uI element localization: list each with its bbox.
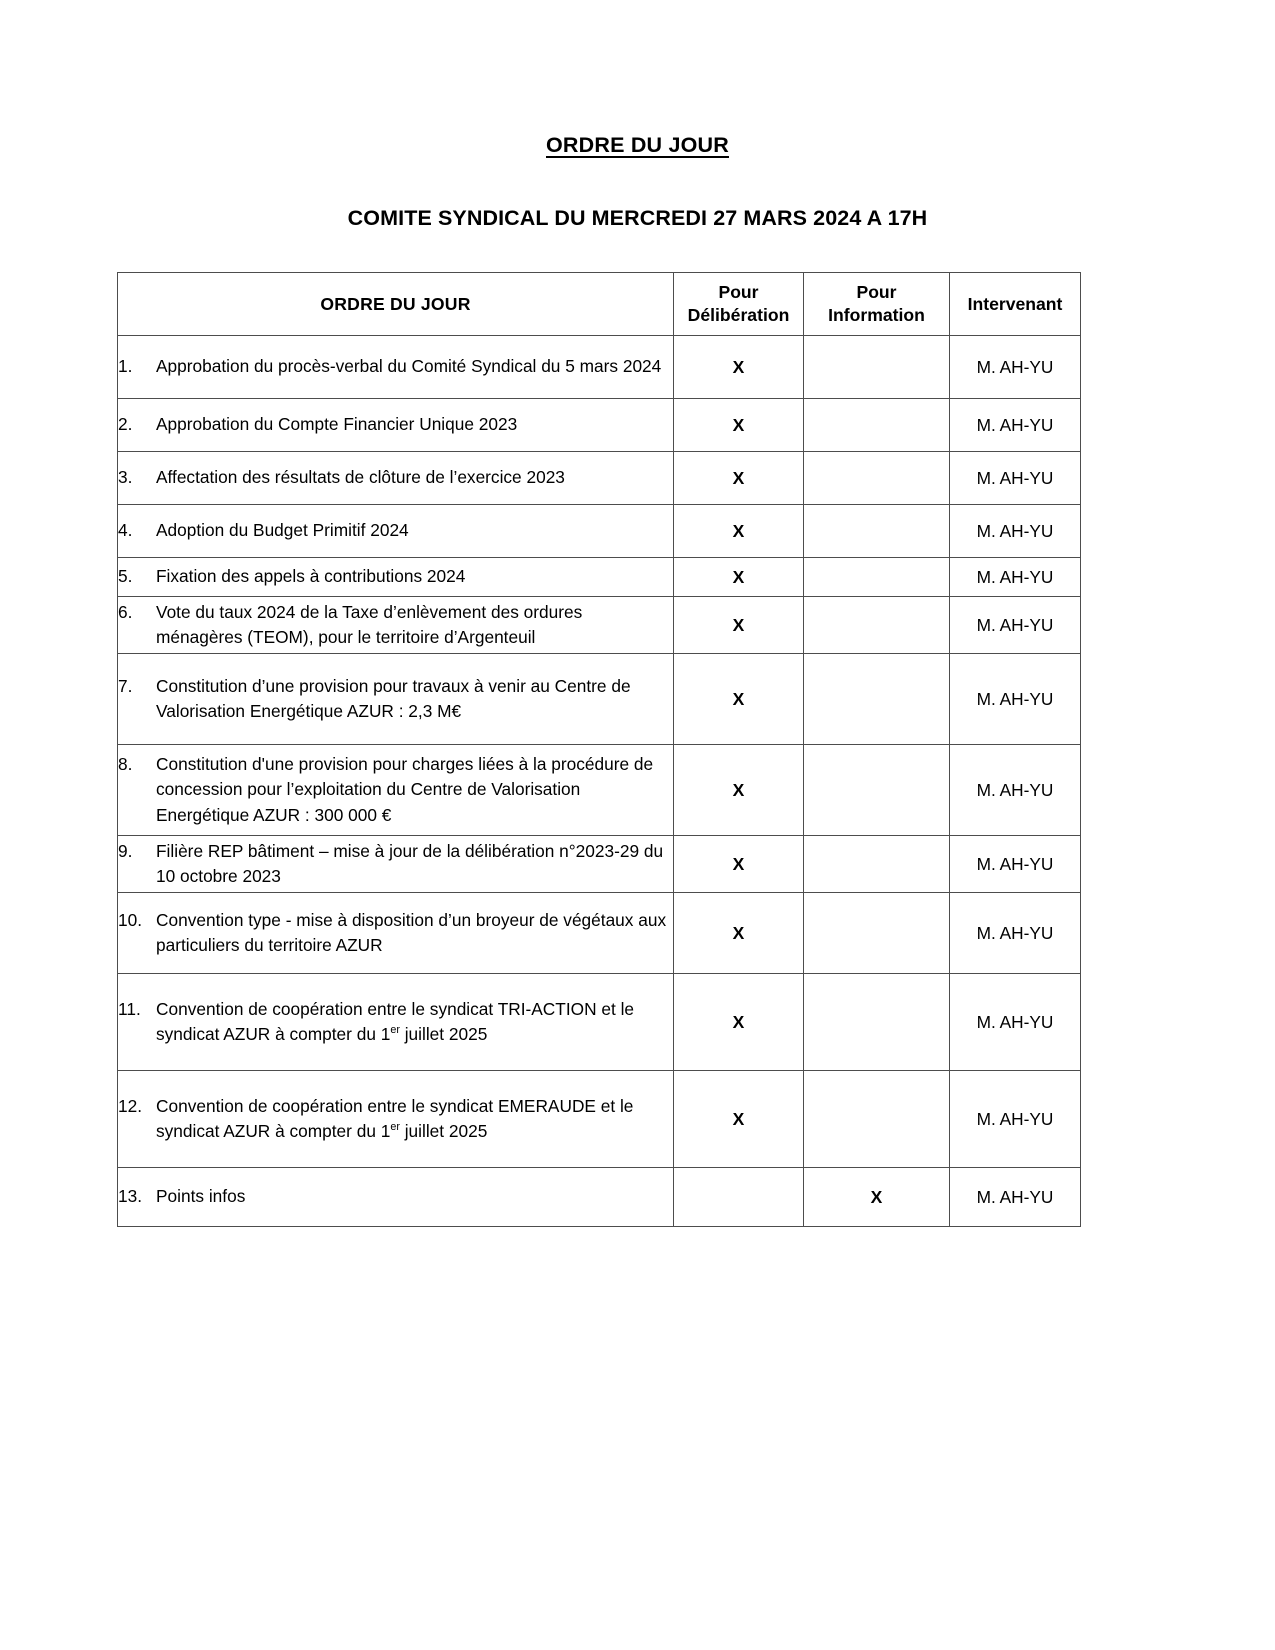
table-row [118,505,1081,558]
table-row [118,1071,1081,1168]
page-title [0,0,1275,158]
table-row [118,654,1081,745]
header-row [118,273,1081,336]
meeting-subtitle: COMITE SYNDICAL DU MERCREDI 27 MARS 2024 A 17H [347,206,928,230]
column-header-information [804,273,950,336]
agenda-item-subject [118,399,674,452]
table-row [118,1168,1081,1227]
information-mark [804,336,950,399]
table-row [118,558,1081,597]
speaker-name: M. AH-YU [950,1071,1081,1168]
deliberation-mark: X [674,893,804,974]
agenda-item-text: Fixation des appels à contributions 2024 [156,566,466,587]
agenda-item-subject [118,1168,674,1227]
speaker-name: M. AH-YU [950,399,1081,452]
agenda-item-number: 8. [118,754,133,775]
agenda-item-subject [118,654,674,745]
agenda-item-text: Approbation du procès-verbal du Comité Syndical du 5 mars 2024 [156,356,662,377]
agenda-item-text: Constitution d'une provision pour charges liées à la procédure de concession pour l’exploitation du Centre de Valorisation Energétique AZUR : 300 000 € [156,754,654,825]
agenda-item-text: Affectation des résultats de clôture de l’exercice 2023 [156,467,565,488]
speaker-name: M. AH-YU [950,505,1081,558]
speaker-name: M. AH-YU [950,893,1081,974]
information-mark [804,745,950,836]
agenda-item-number: 2. [118,414,133,435]
agenda-item-number: 7. [118,675,133,696]
agenda-item-text-pre: Convention de coopération entre le syndicat TRI-ACTION et le syndicat AZUR à compter du 1 [156,998,635,1044]
agenda-item-number: 9. [118,840,133,861]
agenda-item-text-pre: Convention de coopération entre le syndicat EMERAUDE et le syndicat AZUR à compter du 1 [156,1095,634,1141]
speaker-name: M. AH-YU [950,597,1081,654]
information-mark [804,836,950,893]
agenda-item-number: 5. [118,566,133,587]
information-mark [804,399,950,452]
information-mark: X [804,1168,950,1227]
speaker-name: M. AH-YU [950,1168,1081,1227]
agenda-item-text-post: juillet 2025 [399,1121,488,1141]
column-header-information-line1: Pour [856,282,897,303]
agenda-item-text: Constitution d’une provision pour travaux à venir au Centre de Valorisation Energétique AZUR : 2,3 M€ [156,675,631,721]
agenda-item-text: Vote du taux 2024 de la Taxe d’enlèvement des ordures ménagères (TEOM), pour le territoire d’Argenteuil [156,601,583,647]
information-mark [804,505,950,558]
deliberation-mark: X [674,505,804,558]
column-header-deliberation [674,273,804,336]
table-row [118,893,1081,974]
information-mark [804,974,950,1071]
information-mark [804,597,950,654]
agenda-item-number: 10. [118,909,143,930]
deliberation-mark: X [674,558,804,597]
agenda-item-text: Convention type - mise à disposition d’un broyeur de végétaux aux particuliers du territoire AZUR [156,909,667,955]
agenda-item-text [156,1094,673,1144]
agenda-item-subject [118,505,674,558]
column-header-deliberation-line2: Délibération [687,305,790,325]
information-mark [804,558,950,597]
deliberation-mark: X [674,836,804,893]
column-header-deliberation-line1: Pour [718,282,759,303]
table-row [118,836,1081,893]
speaker-name: M. AH-YU [950,745,1081,836]
agenda-item-text [156,997,673,1047]
speaker-name: M. AH-YU [950,558,1081,597]
agenda-item-number: 12. [118,1095,143,1116]
agenda-item-number: 4. [118,520,133,541]
information-mark [804,1071,950,1168]
agenda-item-subject [118,1071,674,1168]
table-row [118,597,1081,654]
deliberation-mark: X [674,336,804,399]
table-row [118,745,1081,836]
speaker-name: M. AH-YU [950,974,1081,1071]
table-body [118,336,1081,1227]
table-row [118,452,1081,505]
deliberation-mark: X [674,654,804,745]
deliberation-mark: X [674,974,804,1071]
column-header-information-line2: Information [828,305,925,325]
table-row [118,336,1081,399]
agenda-item-number: 11. [118,998,141,1019]
agenda-item-subject [118,597,674,654]
speaker-name: M. AH-YU [950,452,1081,505]
agenda-item-number: 6. [118,601,133,622]
information-mark [804,654,950,745]
page-title-text: ORDRE DU JOUR [546,133,729,157]
deliberation-mark: X [674,452,804,505]
agenda-item-text-post: juillet 2025 [399,1024,488,1044]
agenda-table [117,272,1081,1227]
agenda-item-subject [118,452,674,505]
information-mark [804,452,950,505]
deliberation-mark: X [674,399,804,452]
deliberation-mark: X [674,745,804,836]
agenda-item-subject [118,558,674,597]
agenda-item-number: 3. [118,467,133,488]
agenda-item-subject [118,974,674,1071]
deliberation-mark: X [674,1071,804,1168]
agenda-item-text: Filière REP bâtiment – mise à jour de la délibération n°2023-29 du 10 octobre 2023 [156,840,664,886]
agenda-item-subject [118,745,674,836]
speaker-name: M. AH-YU [950,336,1081,399]
column-header-subject: ORDRE DU JOUR [118,273,674,336]
agenda-item-text: Approbation du Compte Financier Unique 2023 [156,414,518,435]
agenda-item-number: 13. [118,1186,143,1207]
table-header [118,273,1081,336]
speaker-name: M. AH-YU [950,836,1081,893]
agenda-item-subject [118,336,674,399]
ordinal-suffix: er [390,1121,400,1134]
deliberation-mark: X [674,597,804,654]
agenda-item-subject [118,893,674,974]
ordinal-suffix: er [390,1024,400,1037]
agenda-item-text: Points infos [156,1186,246,1207]
speaker-name: M. AH-YU [950,654,1081,745]
deliberation-mark [674,1168,804,1227]
agenda-item-number: 1. [118,356,133,377]
table-row [118,974,1081,1071]
agenda-item-subject [118,836,674,893]
column-header-speaker: Intervenant [950,273,1081,336]
agenda-item-text: Adoption du Budget Primitif 2024 [156,520,409,541]
table-row [118,399,1081,452]
information-mark [804,893,950,974]
